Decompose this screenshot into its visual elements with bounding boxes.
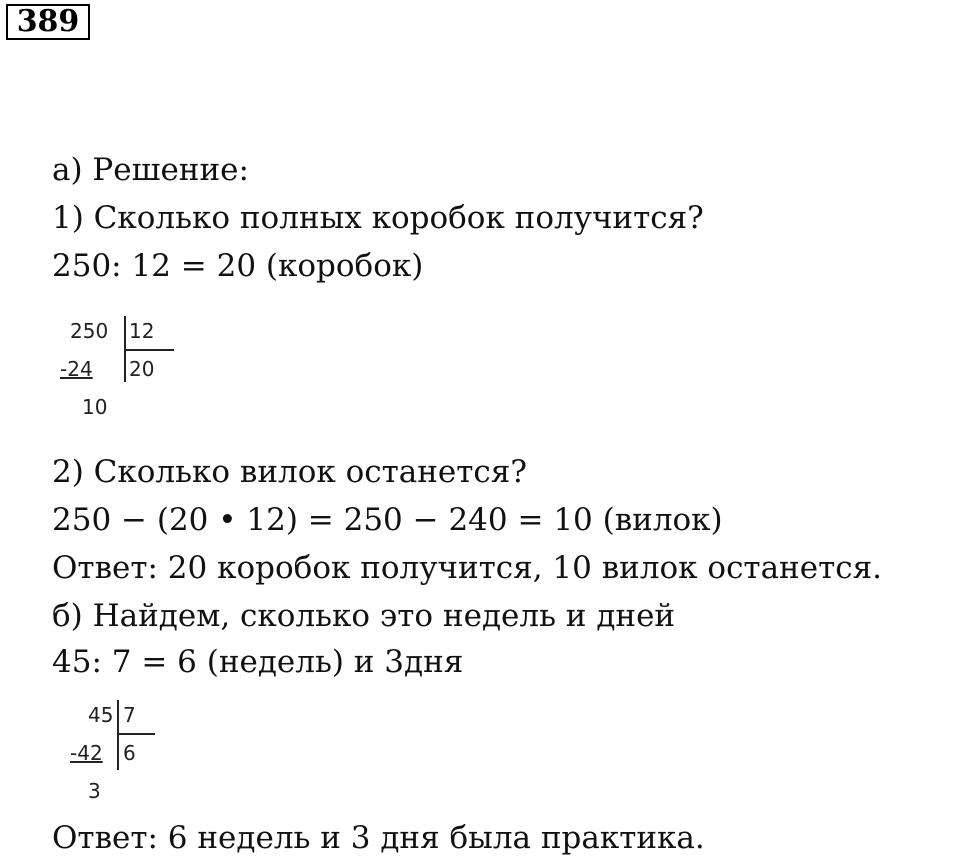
division-1-dividend: 250	[70, 319, 109, 343]
answer-b: Ответ: 6 недель и 3 дня была практика.	[52, 820, 705, 856]
division-1-divisor-bar	[126, 349, 174, 351]
part-b-header: б) Найдем, сколько это недель и дней	[52, 598, 676, 634]
division-2-subtrahend: -42	[70, 741, 103, 765]
problem-number: 389	[6, 4, 90, 40]
division-1-divisor: 12	[129, 319, 155, 343]
division-2-dividend: 45	[88, 703, 114, 727]
question-1: 1) Сколько полных коробок получится?	[52, 200, 704, 236]
equation-1: 250: 12 = 20 (коробок)	[52, 248, 424, 284]
division-1-subtrahend: -24	[60, 357, 93, 381]
division-2-divisor: 7	[123, 703, 136, 727]
answer-a: Ответ: 20 коробок получится, 10 вилок останется.	[52, 550, 882, 586]
division-2-remainder: 3	[88, 779, 101, 803]
division-1-remainder: 10	[82, 395, 108, 419]
division-2-quotient: 6	[123, 741, 136, 765]
division-1-quotient: 20	[129, 357, 155, 381]
equation-3: 45: 7 = 6 (недель) и 3дня	[52, 644, 464, 680]
division-2-divisor-bar	[119, 733, 155, 735]
part-a-header: а) Решение:	[52, 152, 249, 188]
question-2: 2) Сколько вилок останется?	[52, 454, 527, 490]
division-2-vertical-bar	[117, 700, 119, 770]
equation-2: 250 − (20 • 12) = 250 − 240 = 10 (вилок)	[52, 502, 723, 538]
